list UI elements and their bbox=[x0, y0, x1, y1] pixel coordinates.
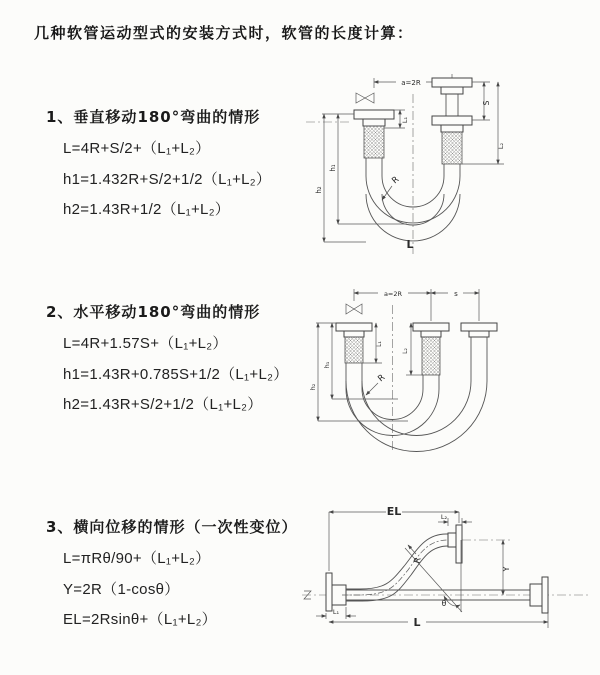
dim-l bbox=[329, 613, 548, 629]
radius-callout bbox=[408, 545, 424, 565]
radius-label: R bbox=[390, 174, 402, 187]
section-3 bbox=[46, 516, 297, 636]
diagram-vertical-180-bend bbox=[302, 66, 537, 264]
section-2-heading: 2、水平移动180°弯曲的情形 bbox=[46, 303, 261, 321]
formula: L=4R+S/2+（L₁+L₂） bbox=[63, 140, 211, 157]
section-1-heading: 1、垂直移动180°弯曲的情形 bbox=[46, 108, 261, 126]
radius-callout bbox=[366, 373, 387, 395]
formula: EL=2Rsinθ+（L₁+L₂） bbox=[63, 611, 217, 628]
section-2-formulas bbox=[63, 329, 289, 421]
formula: L=πRθ/90+（L₁+L₂） bbox=[63, 550, 211, 567]
centerlines bbox=[354, 289, 479, 453]
dim-l1-label: L₁ bbox=[401, 116, 409, 124]
dim-el bbox=[329, 505, 459, 571]
valve-icon bbox=[356, 93, 374, 103]
valve-icon bbox=[346, 304, 362, 314]
right-fitting bbox=[432, 78, 472, 164]
dim-h2-label: h₂ bbox=[315, 186, 323, 194]
radius-label: R bbox=[376, 372, 388, 385]
diagram-lateral-displacement bbox=[298, 500, 596, 650]
angle-theta-label: θ bbox=[441, 599, 447, 608]
section-1-formulas bbox=[63, 134, 271, 226]
dim-l1 bbox=[316, 607, 356, 619]
dim-a2r bbox=[354, 290, 431, 298]
dim-l2-label: L₂ bbox=[497, 142, 505, 150]
formula: L=4R+1.57S+（L₁+L₂） bbox=[63, 335, 228, 352]
dim-l2 bbox=[438, 513, 472, 526]
diagram-horizontal-180-bend bbox=[298, 281, 590, 463]
section-1 bbox=[46, 106, 271, 226]
dim-y bbox=[502, 540, 511, 595]
dim-l-label: L bbox=[413, 616, 421, 629]
left-fitting bbox=[326, 573, 346, 611]
formula: h1=1.432R+S/2+1/2（L₁+L₂） bbox=[63, 170, 272, 188]
dim-l2-label: L₂ bbox=[440, 513, 448, 521]
dim-s bbox=[431, 290, 479, 298]
moved-fitting bbox=[461, 323, 497, 347]
dim-l2-label: L₂ bbox=[402, 348, 409, 354]
formula: h2=1.43R+1/2（L₁+L₂） bbox=[63, 201, 231, 218]
dim-l1-label: L₁ bbox=[376, 341, 383, 347]
dim-h1-label: h₁ bbox=[329, 164, 337, 172]
dim-y-label: Y bbox=[502, 566, 511, 572]
radius-callout bbox=[382, 175, 401, 200]
section-3-heading: 3、横向位移的情形（一次性变位） bbox=[46, 518, 298, 536]
dim-h2-label: h₂ bbox=[309, 383, 317, 391]
formula: Y=2R（1-cosθ） bbox=[63, 580, 180, 598]
dim-s-label: S bbox=[482, 100, 491, 106]
page-title: 几种软管运动型式的安装方式时，软管的长度计算： bbox=[34, 24, 414, 42]
radius-label: R bbox=[412, 556, 424, 565]
dim-s bbox=[472, 82, 491, 120]
dim-el-label: EL bbox=[386, 505, 402, 518]
section-3-formulas bbox=[63, 544, 297, 636]
section-2 bbox=[46, 301, 289, 421]
middle-fitting bbox=[413, 323, 449, 375]
left-fitting bbox=[354, 110, 394, 158]
length-label: L bbox=[406, 238, 414, 251]
dim-h2 bbox=[315, 114, 366, 242]
dim-h1-label: h₁ bbox=[323, 361, 331, 369]
left-fitting bbox=[336, 323, 372, 363]
dim-s-label: s bbox=[454, 290, 458, 298]
dim-a2r-label: a=2R bbox=[401, 79, 421, 87]
dim-l1-label: L₁ bbox=[332, 608, 340, 616]
dim-a2r-label: a=2R bbox=[383, 290, 403, 298]
formula: h2=1.43R+S/2+1/2（L₁+L₂） bbox=[63, 396, 263, 413]
formula: h1=1.43R+0.785S+1/2（L₁+L₂） bbox=[63, 365, 289, 383]
